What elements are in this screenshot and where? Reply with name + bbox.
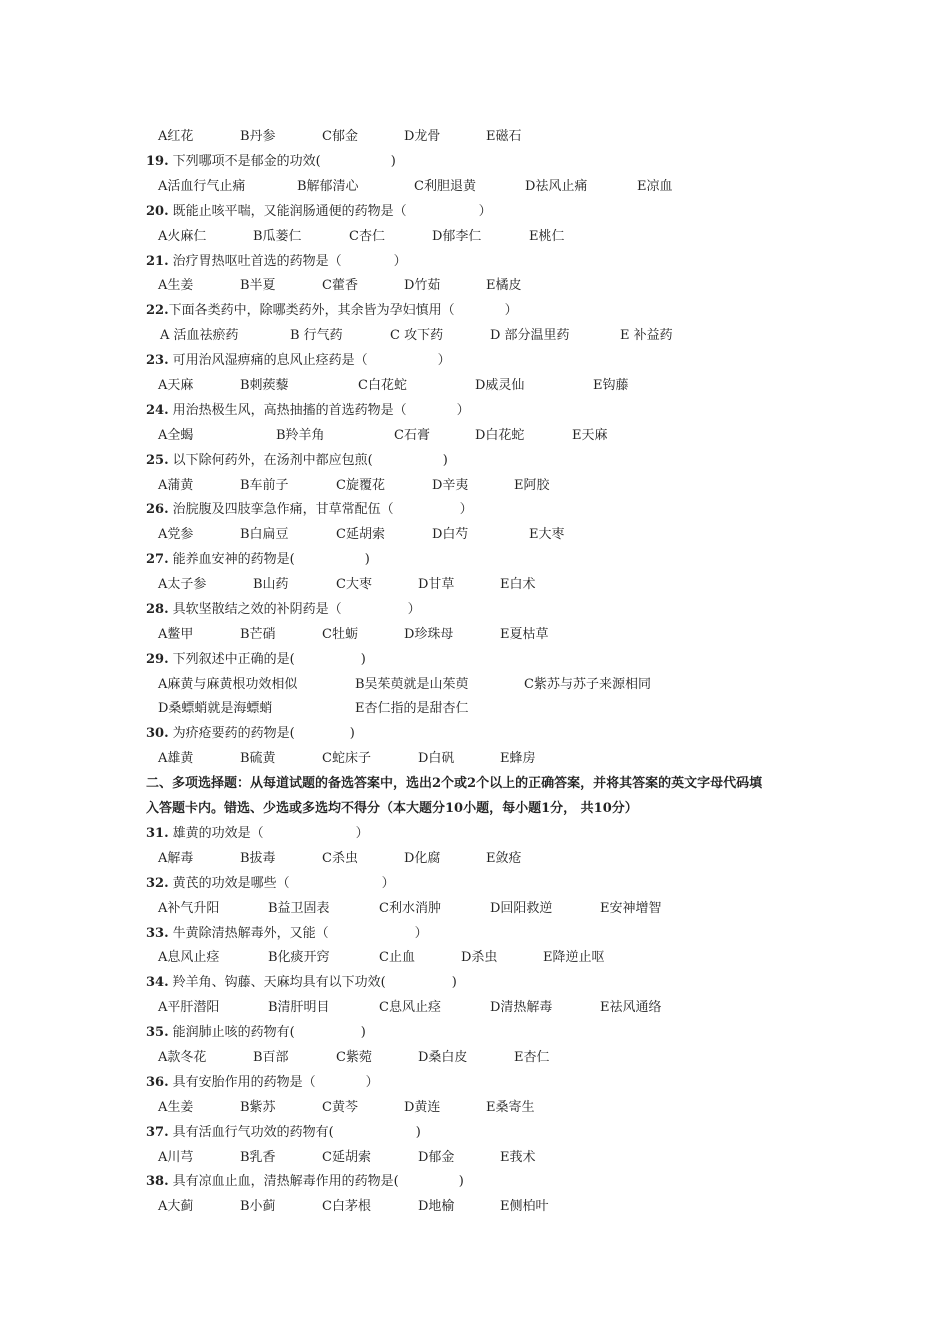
answer-option: B小蓟 [240,1199,276,1214]
answer-option: C大枣 [336,577,372,592]
question [146,723,355,745]
answer-option: E杏仁指的是甜杏仁 [355,701,469,716]
answer-option: B硫黄 [240,751,276,766]
answer-option: E钩藤 [593,378,629,393]
question-text: 具软坚散结之效的补阴药是（ [172,602,342,617]
closing-paren: ) [364,552,370,567]
answer-option: B瓜蒌仁 [253,229,302,244]
question-text: 治脘腹及四肢挛急作痛，甘草常配伍（ [172,502,394,517]
answer-option: E杏仁 [514,1050,550,1065]
closing-paren: ） [504,303,518,318]
question [146,499,473,521]
answer-option: D威灵仙 [475,378,525,393]
question [146,1072,379,1094]
answer-option: A生姜 [158,1100,194,1115]
question-number: 37. [146,1125,169,1140]
answer-option: D郁金 [418,1150,455,1165]
closing-paren: ) [415,1125,421,1140]
answer-option: E阿胶 [514,478,550,493]
closing-paren: ） [437,353,451,368]
answer-option: A解毒 [158,851,194,866]
answer-options-row [0,275,950,297]
question-number: 19. [146,154,169,169]
question [146,649,366,671]
answer-options-row [0,898,950,920]
answer-option: E桃仁 [529,229,565,244]
question [146,151,396,173]
answer-option: B清肝明目 [268,1000,330,1015]
answer-option: D化腐 [404,851,441,866]
answer-option: C白花蛇 [358,378,407,393]
question-number: 35. [146,1025,169,1040]
closing-paren: ） [478,204,492,219]
question [146,201,492,223]
answer-option: A党参 [158,527,194,542]
closing-paren: ) [442,453,448,468]
answer-option: D珍珠母 [404,627,454,642]
closing-paren: ) [360,652,366,667]
question [146,549,370,571]
answer-option: E凉血 [637,179,673,194]
answer-option: A补气升阳 [158,901,220,916]
section-heading: 入答题卡内。错选、少选或多选均不得分（本大题分10小题，每小题1分， 共10分） [146,801,638,816]
answer-option: C延胡索 [336,527,385,542]
question [146,1022,366,1044]
answer-option: C旋覆花 [336,478,385,493]
question-text: 能养血安神的药物是( [172,552,295,567]
answer-option: A大蓟 [158,1199,194,1214]
answer-option: D回阳救逆 [490,901,553,916]
answer-option: E降逆止呕 [543,950,605,965]
question-number: 22. [146,303,169,318]
answer-option: A生姜 [158,278,194,293]
question [146,400,470,422]
answer-option: D地榆 [418,1199,455,1214]
question [146,251,407,273]
answer-option: B紫苏 [240,1100,276,1115]
closing-paren: ） [393,254,407,269]
section-heading: 二、多项选择题：从每道试题的备选答案中，选出2个或2个以上的正确答案，并将其答案的英文字母代码填 [146,776,763,791]
answer-option: A川芎 [158,1150,194,1165]
answer-options-row [0,126,950,148]
answer-option: C杏仁 [349,229,385,244]
question-number: 20. [146,204,169,219]
question-text: 具有凉血止血，清热解毒作用的药物是( [172,1174,399,1189]
answer-options-row [0,698,950,720]
question [146,1122,421,1144]
closing-paren: ） [355,826,369,841]
answer-option: E莪术 [500,1150,536,1165]
answer-options-row [0,748,950,770]
answer-option: C藿香 [322,278,358,293]
question-text: 下列叙述中正确的是( [172,652,295,667]
closing-paren: ) [451,975,457,990]
closing-paren: ） [365,1075,379,1090]
answer-option: A息风止痉 [158,950,220,965]
answer-option: C牡蛎 [322,627,358,642]
closing-paren: ） [456,403,470,418]
answer-option: E桑寄生 [486,1100,535,1115]
answer-option: E祛风通络 [600,1000,662,1015]
question [146,599,421,621]
question-text: 能润肺止咳的药物有( [172,1025,295,1040]
answer-option: B半夏 [240,278,276,293]
answer-option: E夏枯草 [500,627,549,642]
closing-paren: ) [360,1025,366,1040]
answer-options-row [0,226,950,248]
answer-option: C利胆退黄 [414,179,476,194]
answer-option: C石膏 [394,428,430,443]
answer-option: B解郁清心 [297,179,359,194]
question-text: 治疗胃热呕吐首选的药物是（ [172,254,342,269]
question-text: 为疥疮要药的药物是( [172,726,295,741]
closing-paren: ) [458,1174,464,1189]
question [146,300,518,322]
answer-option: A火麻仁 [158,229,207,244]
answer-option: C郁金 [322,129,358,144]
question-text: 具有活血行气功效的药物有( [172,1125,334,1140]
answer-option: D杀虫 [461,950,498,965]
question [146,823,369,845]
question-number: 21. [146,254,169,269]
closing-paren: ) [349,726,355,741]
answer-option: A太子参 [158,577,207,592]
answer-option: B化痰开窍 [268,950,330,965]
answer-option: B拔毒 [240,851,276,866]
question-number: 25. [146,453,169,468]
answer-options-row [0,848,950,870]
answer-option: D白矾 [418,751,455,766]
answer-options-row [0,947,950,969]
answer-option: E磁石 [486,129,522,144]
question-number: 26. [146,502,169,517]
closing-paren: ） [381,876,395,891]
question-number: 24. [146,403,169,418]
question-text: 雄黄的功效是（ [172,826,264,841]
question-text: 可用治风湿痹痛的息风止痉药是（ [172,353,368,368]
closing-paren: ） [459,502,473,517]
answer-option: B 行气药 [290,328,343,343]
answer-option: B芒硝 [240,627,276,642]
question-number: 33. [146,926,169,941]
question-number: 27. [146,552,169,567]
answer-option: D 部分温里药 [490,328,570,343]
answer-option: C息风止痉 [379,1000,441,1015]
question [146,450,448,472]
answer-option: D桑白皮 [418,1050,468,1065]
answer-option: E 补益药 [620,328,673,343]
answer-option: B山药 [253,577,289,592]
answer-option: E天麻 [572,428,608,443]
question-text: 下列哪项不是郁金的功效( [172,154,321,169]
answer-options-row [0,425,950,447]
question-text: 牛黄除清热解毒外，又能（ [172,926,329,941]
answer-option: D龙骨 [404,129,441,144]
question-number: 30. [146,726,169,741]
answer-option: D黄连 [404,1100,441,1115]
answer-option: C延胡索 [322,1150,371,1165]
answer-option: C 攻下药 [390,328,444,343]
answer-options-row [0,624,950,646]
answer-option: D竹茹 [404,278,441,293]
question-text: 既能止咳平喘，又能润肠通便的药物是（ [172,204,407,219]
answer-option: A天麻 [158,378,194,393]
answer-options-row [0,524,950,546]
question-number: 36. [146,1075,169,1090]
answer-option: D桑螵蛸就是海螵蛸 [158,701,273,716]
question [146,972,457,994]
answer-option: A雄黄 [158,751,194,766]
question-text: 以下除何药外，在汤剂中都应包煎( [172,453,373,468]
question-text: 用治热极生风，高热抽搐的首选药物是（ [172,403,407,418]
answer-option: A麻黄与麻黄根功效相似 [158,677,298,692]
answer-option: C杀虫 [322,851,358,866]
answer-option: B车前子 [240,478,289,493]
answer-option: E蜂房 [500,751,536,766]
answer-option: D辛夷 [432,478,469,493]
closing-paren: ) [390,154,396,169]
answer-option: B白扁豆 [240,527,289,542]
answer-option: B乳香 [240,1150,276,1165]
answer-option: C蛇床子 [322,751,371,766]
question-number: 31. [146,826,169,841]
answer-option: B羚羊角 [276,428,325,443]
question-number: 32. [146,876,169,891]
question-number: 29. [146,652,169,667]
answer-option: C紫菀 [336,1050,372,1065]
answer-option: B丹参 [240,129,276,144]
answer-options-row [0,1147,950,1169]
closing-paren: ） [414,926,428,941]
question-text: 黄芪的功效是哪些（ [172,876,290,891]
answer-option: C黄芩 [322,1100,358,1115]
question-number: 23. [146,353,169,368]
answer-option: A款冬花 [158,1050,207,1065]
answer-option: A全蝎 [158,428,194,443]
answer-option: C白茅根 [322,1199,371,1214]
answer-option: E安神增智 [600,901,662,916]
answer-option: E大枣 [529,527,565,542]
answer-option: A红花 [158,129,194,144]
answer-option: A 活血祛瘀药 [160,328,239,343]
closing-paren: ） [407,602,421,617]
answer-options-row [0,997,950,1019]
answer-option: E敛疮 [486,851,522,866]
answer-option: A平肝潜阳 [158,1000,220,1015]
question-text: 羚羊角、钩藤、天麻均具有以下功效( [172,975,386,990]
question-number: 28. [146,602,169,617]
answer-option: A活血行气止痛 [158,179,246,194]
question-number: 34. [146,975,169,990]
question-number: 38. [146,1174,169,1189]
answer-option: B刺蒺藜 [240,378,289,393]
answer-options-row [0,574,950,596]
answer-options-row [0,375,950,397]
question-text: 下面各类药中，除哪类药外，其余皆为孕妇慎用（ [168,303,455,318]
answer-option: D白花蛇 [475,428,525,443]
answer-options-row [0,176,950,198]
question [146,923,428,945]
answer-option: B吴茱萸就是山茱萸 [355,677,469,692]
question [146,1171,464,1193]
answer-option: D祛风止痛 [525,179,588,194]
answer-options-row [0,1196,950,1218]
answer-options-row [0,674,950,696]
question [146,873,395,895]
answer-options-row [0,475,950,497]
answer-options-row [0,1047,950,1069]
answer-options-row [0,1097,950,1119]
answer-option: C止血 [379,950,415,965]
answer-option: B益卫固表 [268,901,330,916]
answer-option: E侧柏叶 [500,1199,549,1214]
answer-option: B百部 [253,1050,289,1065]
answer-option: C紫苏与苏子来源相同 [524,677,651,692]
answer-option: A蒲黄 [158,478,194,493]
answer-option: D清热解毒 [490,1000,553,1015]
question [146,350,451,372]
answer-option: D郁李仁 [432,229,482,244]
answer-option: A鳖甲 [158,627,194,642]
answer-option: E橘皮 [486,278,522,293]
answer-option: C利水消肿 [379,901,441,916]
question-text: 具有安胎作用的药物是（ [172,1075,316,1090]
answer-option: E白术 [500,577,536,592]
answer-options-row [0,325,950,347]
answer-option: D白芍 [432,527,469,542]
answer-option: D甘草 [418,577,455,592]
